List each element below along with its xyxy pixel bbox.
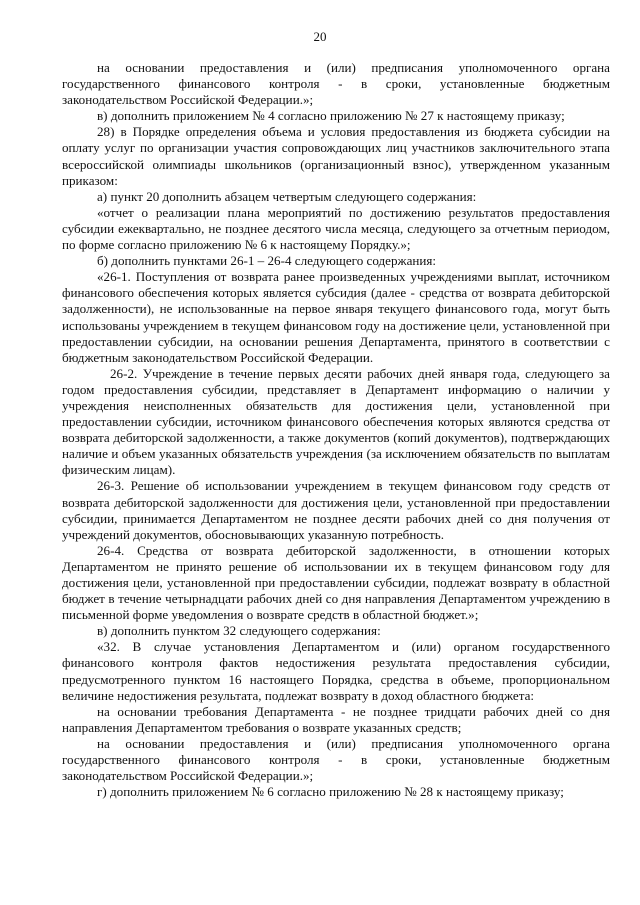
paragraph: на основании предоставления и (или) предписания уполномоченного органа государственного финансового контроля - в сроки, установленные бюджетным законодательством Российской Федерации.»; [62,735,610,784]
page-number: 20 [313,29,327,44]
paragraph: в) дополнить приложением № 4 согласно приложению № 27 к настоящему приказу; [97,108,565,124]
paragraph: 26-2. Учреждение в течение первых десяти рабочих дней января года, следующего за годом предоставления субсидии, представляет в Департамент информацию о наличии у учреждения неисполненных обязательств для достижения цели, установленной при предоставлении субсидии, источником финансового обеспечения которых являются средства от возврата дебиторской задолженности, а также документов (копий документов), подтверждающих наличие и объем указанных обязательств учреждения (за исключением обязательств по выплатам физическим лицам). [62,365,610,478]
paragraph: б) дополнить пунктами 26-1 – 26-4 следующего содержания: [97,253,437,269]
paragraph: г) дополнить приложением № 6 согласно приложению № 28 к настоящему приказу; [97,784,564,800]
paragraph: «26-1. Поступления от возврата ранее произведенных учреждениями выплат, источником финансового обеспечения которых является субсидия (далее - средства от возврата дебиторской задолженности), не использованные на первое января текущего финансового года, могут быть использованы учреждением в текущем финансовом году на достижение цели, установленной при предоставлении субсидии, на основании решения Департамента, принятого в соответствии с бюджетным законодательством Российской Федерации. [62,269,610,365]
paragraph: а) пункт 20 дополнить абзацем четвертым следующего содержания: [97,188,477,204]
document-body [62,60,610,800]
paragraph: «отчет о реализации плана мероприятий по достижению результатов предоставления субсидии ежеквартально, не позднее десятого числа месяца, следующего за отчетным периодом, по форме согласно приложению № 6 к настоящему Порядку.»; [62,204,610,253]
paragraph: 26-4. Средства от возврата дебиторской задолженности, в отношении которых Департаментом не принято решение об использовании их в текущем финансовом году для достижения цели, установленной при предоставлении субсидии, подлежат возврату в областной бюджет в течение четырнадцати рабочих дней со дня направления Департаментом учреждению в письменной форме уведомления о возврате средств в областной бюджет.»; [62,542,610,623]
paragraph: 26-3. Решение об использовании учреждением в текущем финансовом году средств от возврата дебиторской задолженности для достижения цели, установленной при предоставлении субсидии, принимается Департаментом не позднее десяти рабочих дней со дня получения от учреждений документов, обосновывающих указанную потребность. [62,478,610,542]
paragraph: на основании предоставления и (или) предписания уполномоченного органа государственного финансового контроля - в сроки, установленные бюджетным законодательством Российской Федерации.»; [62,60,610,108]
paragraph: 28) в Порядке определения объема и условия предоставления из бюджета субсидии на оплату услуг по организации участия сопровождающих лиц участников заключительного этапа всероссийской олимпиады школьников (организационный взнос), утвержденном указанным приказом: [62,124,610,188]
paragraph: на основании требования Департамента - не позднее тридцати рабочих дней со дня направления Департаментом требования о возврате указанных средств; [62,703,610,735]
paragraph: в) дополнить пунктом 32 следующего содержания: [97,623,381,639]
paragraph: «32. В случае установления Департаментом и (или) органом государственного финансового контроля фактов недостижения результата предоставления субсидии, предусмотренного пунктом 16 настоящего Порядка, средства в объеме, пропорциональном величине недостижения результата, подлежат возврату в доход областного бюджета: [62,639,610,703]
